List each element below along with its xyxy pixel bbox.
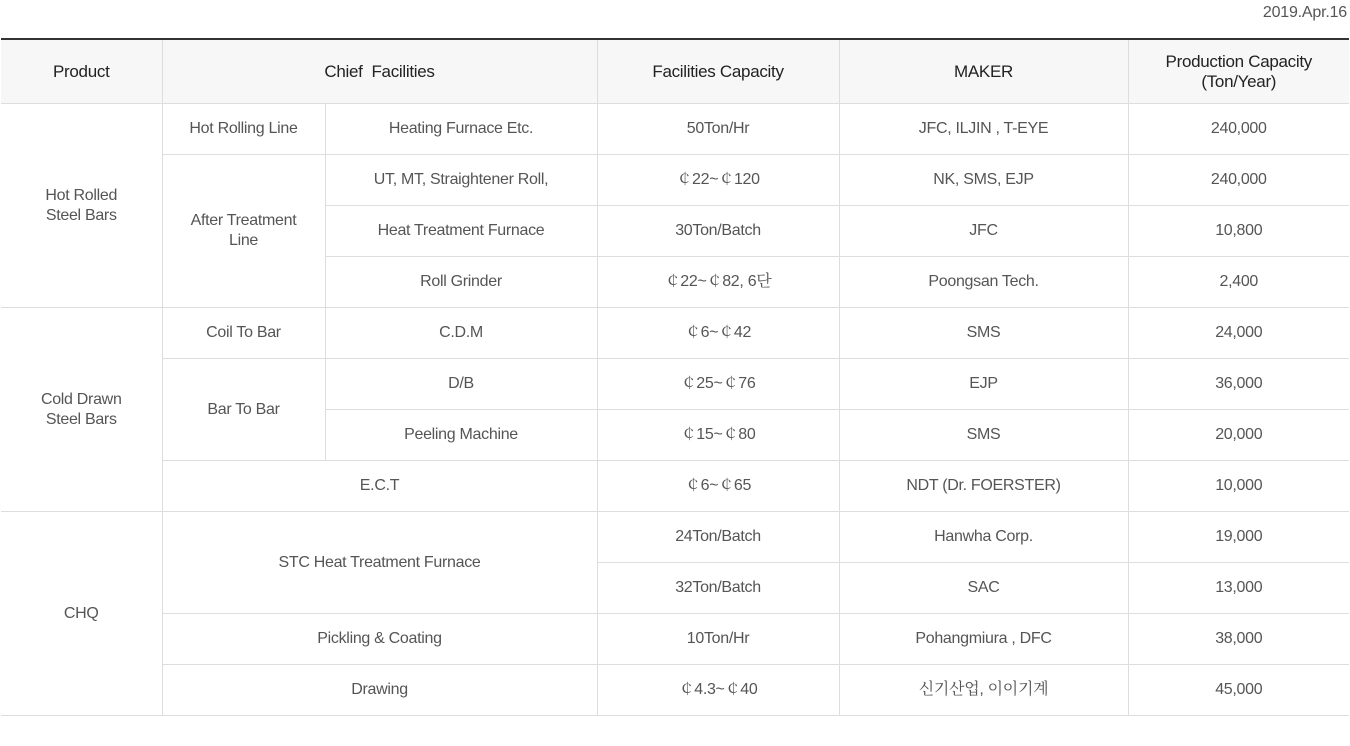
production-cell: 19,000	[1128, 512, 1349, 563]
product-cell: CHQ	[1, 512, 162, 716]
line-cell: Coil To Bar	[162, 308, 325, 359]
capacity-cell: ￠15~￠80	[597, 410, 839, 461]
header-product: Product	[1, 39, 162, 104]
production-cell: 13,000	[1128, 563, 1349, 614]
maker-cell: EJP	[839, 359, 1128, 410]
maker-cell: JFC, ILJIN , T-EYE	[839, 104, 1128, 155]
header-production-capacity: Production Capacity (Ton/Year)	[1128, 39, 1349, 104]
maker-cell: Hanwha Corp.	[839, 512, 1128, 563]
header-maker: MAKER	[839, 39, 1128, 104]
capacity-cell: 32Ton/Batch	[597, 563, 839, 614]
maker-cell: SAC	[839, 563, 1128, 614]
facility-cell: Heating Furnace Etc.	[325, 104, 597, 155]
production-cell: 45,000	[1128, 665, 1349, 716]
maker-cell: SMS	[839, 308, 1128, 359]
product-cell: Cold Drawn Steel Bars	[1, 308, 162, 512]
facility-cell: C.D.M	[325, 308, 597, 359]
facility-cell: STC Heat Treatment Furnace	[162, 512, 597, 614]
maker-cell: SMS	[839, 410, 1128, 461]
capacity-cell: 10Ton/Hr	[597, 614, 839, 665]
production-cell: 38,000	[1128, 614, 1349, 665]
production-cell: 2,400	[1128, 257, 1349, 308]
capacity-cell: ￠22~￠82, 6단	[597, 257, 839, 308]
facility-cell: UT, MT, Straightener Roll,	[325, 155, 597, 206]
capacity-cell: 24Ton/Batch	[597, 512, 839, 563]
production-cell: 36,000	[1128, 359, 1349, 410]
table-row	[1, 308, 1349, 359]
table-row	[1, 359, 1349, 410]
table-row	[1, 155, 1349, 206]
date-label: 2019.Apr.16	[1262, 4, 1347, 21]
production-cell: 240,000	[1128, 104, 1349, 155]
line-cell: Bar To Bar	[162, 359, 325, 461]
facility-cell: Pickling & Coating	[162, 614, 597, 665]
header-chief-facilities: Chief Facilities	[162, 39, 597, 104]
table-row	[1, 614, 1349, 665]
facility-cell: Drawing	[162, 665, 597, 716]
maker-cell: JFC	[839, 206, 1128, 257]
table-row	[1, 461, 1349, 512]
capacity-cell: ￠25~￠76	[597, 359, 839, 410]
table-row	[1, 104, 1349, 155]
capacity-cell: 30Ton/Batch	[597, 206, 839, 257]
table-row	[1, 665, 1349, 716]
line-cell: Hot Rolling Line	[162, 104, 325, 155]
production-cell: 24,000	[1128, 308, 1349, 359]
capacity-cell: ￠4.3~￠40	[597, 665, 839, 716]
production-cell: 240,000	[1128, 155, 1349, 206]
facility-cell: Roll Grinder	[325, 257, 597, 308]
facilities-table	[1, 38, 1349, 716]
maker-cell: Pohangmiura , DFC	[839, 614, 1128, 665]
maker-cell: NK, SMS, EJP	[839, 155, 1128, 206]
maker-cell: 신기산업, 이이기계	[839, 665, 1128, 716]
header-facilities-capacity: Facilities Capacity	[597, 39, 839, 104]
production-cell: 10,000	[1128, 461, 1349, 512]
capacity-cell: ￠22~￠120	[597, 155, 839, 206]
production-cell: 20,000	[1128, 410, 1349, 461]
capacity-cell: 50Ton/Hr	[597, 104, 839, 155]
table-row	[1, 512, 1349, 563]
facility-cell: E.C.T	[162, 461, 597, 512]
capacity-cell: ￠6~￠65	[597, 461, 839, 512]
table-header-row	[1, 39, 1349, 104]
maker-cell: Poongsan Tech.	[839, 257, 1128, 308]
production-cell: 10,800	[1128, 206, 1349, 257]
product-cell: Hot Rolled Steel Bars	[1, 104, 162, 308]
facility-cell: Heat Treatment Furnace	[325, 206, 597, 257]
line-cell: After Treatment Line	[162, 155, 325, 308]
facility-cell: Peeling Machine	[325, 410, 597, 461]
facility-cell: D/B	[325, 359, 597, 410]
capacity-cell: ￠6~￠42	[597, 308, 839, 359]
maker-cell: NDT (Dr. FOERSTER)	[839, 461, 1128, 512]
